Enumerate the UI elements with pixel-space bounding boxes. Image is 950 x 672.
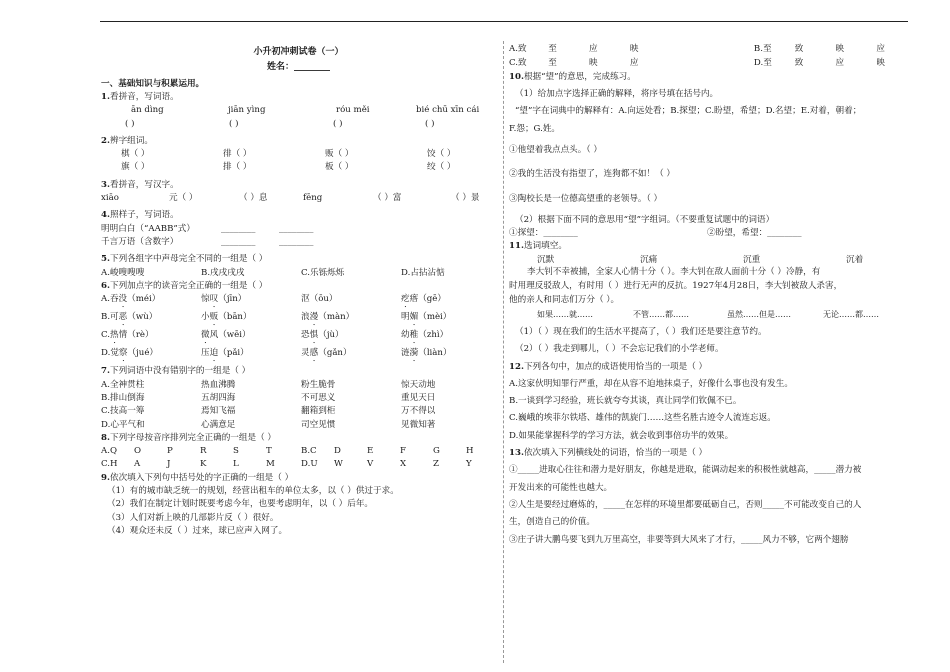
conjunction-choice: 如果……就……: [537, 310, 593, 320]
letter-option: 应: [876, 44, 885, 54]
answer-blank[interactable]: ________: [221, 237, 256, 248]
option-row: [101, 393, 496, 403]
letter-option: 映: [835, 44, 845, 54]
letter-item: B.C: [301, 446, 317, 457]
example-text: 千言万语（含数字）: [101, 237, 179, 248]
question-3: 3.看拼音，写汉字。: [101, 179, 179, 190]
reading-option[interactable]: 微风（wēi）: [201, 330, 251, 341]
word-choice: 沉默: [537, 254, 555, 265]
answer-blank[interactable]: ( ): [425, 118, 435, 129]
pinyin-row: [101, 105, 496, 115]
letter-item: Z: [433, 459, 439, 470]
option-c[interactable]: C.巍峨的埃菲尔铁塔、雄伟的凯旋门……这些名胜古迹令人流连忘返。: [509, 413, 776, 424]
word-option[interactable]: D.心平气和: [101, 419, 145, 430]
sentence-line: 开发出来的可能性也越大。: [509, 482, 613, 493]
letter-option: 映: [876, 58, 885, 69]
reading-option[interactable]: 恐惧（jù）: [301, 330, 344, 341]
word-option[interactable]: A.全神贯柱: [101, 379, 145, 390]
column-divider: [503, 41, 504, 663]
option-d[interactable]: D.如果能掌握科学的学习方法，就会收到事倍功半的效果。: [509, 430, 734, 441]
sentence-item: （4）观众还未反（ ）过来，球已应声入网了。: [107, 526, 288, 537]
option-row: [101, 294, 496, 309]
pinyin-hanzi-row: [101, 193, 496, 203]
letter-item: F: [400, 446, 406, 457]
sentence-line: ③庄子讲大鹏鸟要飞到九万里高空，非要等到大风来了才行，_____风力不够，它两个翅膀: [509, 534, 849, 545]
option-a[interactable]: A.这家伙明知罪行严重，却在从容不迫地抹桌子，好像什么事也没有发生。: [509, 378, 793, 389]
letter-option: 至: [548, 44, 557, 54]
reading-option[interactable]: C.热情（rè）: [101, 330, 154, 341]
letter-option: 应: [835, 58, 845, 69]
word-item: 板（ ）: [325, 162, 354, 173]
word-item: 绞（ ）: [427, 162, 456, 173]
sentence-item: （2）我们在制定计划时既要考虑今年，也要考虑明年，以（ ）后年。: [107, 499, 374, 510]
letter-item: M: [266, 459, 275, 470]
question-5: 5.下列各组字中声母完全不同的一组是（ ）: [101, 254, 268, 265]
letter-item: R: [200, 446, 207, 457]
word-item: 旗（ ）: [121, 162, 150, 173]
letter-item: X: [400, 459, 407, 470]
reading-option[interactable]: A.吞没（méi）: [101, 294, 161, 305]
word-item: 排（ ）: [223, 162, 252, 173]
word-option[interactable]: 司空见惯: [301, 419, 336, 430]
word-row: [101, 162, 496, 172]
paper-title: 小升初冲刺试卷（一）: [253, 47, 344, 57]
question-1: 1.看拼音，写词语。: [101, 91, 179, 102]
word-option[interactable]: 心满意足: [201, 419, 236, 430]
word-option[interactable]: 不可思义: [301, 392, 336, 403]
compose-row: [509, 228, 909, 238]
question-8: 8.下列字母按音序排列完全正确的一组是（ ）: [101, 432, 276, 443]
word-option[interactable]: B.排山倒海: [101, 392, 145, 403]
reading-option[interactable]: 灵感（gǎn）: [301, 348, 352, 359]
word-choice: 沉痛: [640, 254, 658, 265]
question-6: 6.下列加点字的读音完全正确的一组是（ ）: [101, 280, 268, 291]
pinyin-item: fēng: [303, 193, 323, 204]
answer-blank[interactable]: ________: [221, 223, 256, 234]
letter-item: A: [134, 459, 141, 470]
option-row: [101, 446, 496, 456]
passage-line: 李大钊不幸被捕，全家人心情十分（ ）。李大钊在敌人面前十分（ ）冷静，有: [527, 267, 821, 278]
pinyin-4: bié chū xīn cái: [416, 105, 480, 116]
letter-item: T: [266, 446, 272, 457]
option-row: [101, 348, 496, 363]
reading-option[interactable]: B.可恶（wù）: [101, 312, 158, 323]
left-column: [101, 44, 496, 536]
letter-option: 映: [629, 44, 639, 54]
reading-option[interactable]: 明媚（mèi）: [401, 312, 452, 323]
answer-blank[interactable]: ( ): [333, 118, 343, 129]
sentence-item: （2）（ ）我走到哪儿，（ ）不会忘记我们的小学老师。: [515, 344, 724, 355]
word-option[interactable]: 粉生脆骨: [301, 379, 336, 390]
conjunction-choice: 虽然……但是……: [727, 310, 791, 320]
letter-option: 应: [629, 58, 639, 69]
sub-question: （1）给加点字选择正确的解释，将序号填在括号内。: [515, 88, 719, 99]
blank-item: （ ）富: [373, 193, 402, 204]
word-item: 贩（ ）: [325, 149, 354, 160]
word-option[interactable]: 惊天动地: [401, 379, 436, 390]
definition-line: F.怨；G.姓。: [509, 123, 561, 134]
word-option[interactable]: 焉知飞福: [201, 406, 236, 417]
letter-option: 致: [794, 44, 804, 54]
letter-item: A.Q: [101, 446, 117, 457]
question-2: 2.辨字组词。: [101, 135, 153, 146]
answer-blank[interactable]: ( ): [229, 118, 239, 129]
question-10: 10.根据“望”的意思，完成练习。: [509, 71, 636, 82]
reading-option[interactable]: 涟漪（liàn）: [401, 348, 452, 359]
question-9: 9.依次填入下列句中括号处的字正确的一组是（ ）: [101, 472, 294, 483]
option-b[interactable]: B.一谈到学习经验，班长就夸夸其谈，真让同学们钦佩不已。: [509, 396, 742, 407]
section-heading: 一、基础知识与积累运用。: [101, 78, 205, 89]
letter-item: L: [233, 459, 239, 470]
answer-blank[interactable]: ①探望：________: [509, 228, 578, 239]
answer-blank[interactable]: ②盼望，希望：________: [707, 228, 802, 239]
blank-item: （ ）景: [451, 193, 480, 204]
question-13: 13.依次填入下列横线处的词语，恰当的一项是（ ）: [509, 448, 708, 459]
reading-option[interactable]: D.觉察（jué）: [101, 348, 159, 359]
word-choice: 沉重: [743, 254, 761, 265]
option-row: [509, 44, 909, 54]
letter-option: 至: [548, 58, 557, 69]
letter-option[interactable]: D.至: [753, 58, 772, 69]
answer-blank-row: [101, 119, 496, 129]
reading-option[interactable]: 疙瘩（gē）: [401, 294, 446, 305]
word-item: 饺（ ）: [427, 149, 456, 160]
option-b[interactable]: B.戌戌戌戌: [201, 267, 245, 278]
question-7: 7.下列词语中没有错别字的一组是（ ）: [101, 366, 251, 377]
letter-item: D.U: [301, 459, 318, 470]
letter-option[interactable]: B.至: [753, 44, 772, 54]
passage-line: 时用理反驳敌人，有时用（ ）进行无声的反抗。1927年4月28日，李大钊被敌人杀害，: [509, 280, 843, 291]
letter-item: Y: [466, 459, 472, 470]
sentence-item: （1）有的城市缺乏统一的规划，经营出租车的单位太多，以（ ）供过于求。: [107, 486, 399, 497]
option-row: [101, 459, 496, 469]
pinyin-2: jiān yìng: [228, 105, 266, 116]
word-option[interactable]: 热血沸腾: [201, 379, 236, 390]
reading-option[interactable]: 小贩（bān）: [201, 312, 252, 323]
pinyin-item: xiāo: [101, 193, 119, 204]
question-12: 12.下列各句中，加点的成语使用恰当的一项是（ ）: [509, 361, 708, 372]
reading-option[interactable]: 浪漫（màn）: [301, 312, 355, 323]
letter-item: O: [134, 446, 142, 457]
example-row: [101, 224, 496, 234]
option-row: [101, 420, 496, 430]
reading-option[interactable]: 幼稚（zhì）: [401, 330, 449, 341]
sentence-line: ②人生是要经过磨炼的，_____在怎样的环境里都要砥砺自己，否则_____不可能改变自己的人: [509, 500, 862, 511]
word-option[interactable]: 见微知著: [401, 419, 436, 430]
options-row: [101, 268, 496, 278]
letter-item: C.H: [101, 459, 118, 470]
letter-option[interactable]: A.致: [509, 44, 527, 54]
option-row: [101, 380, 496, 390]
pinyin-3: róu měi: [336, 105, 370, 116]
option-d[interactable]: D.占拈沾惦: [401, 267, 445, 278]
conjunction-choices: [509, 310, 909, 320]
letter-item: H: [466, 446, 474, 457]
reading-options: [101, 294, 496, 363]
example-text: 明明白白（“AABB”式）: [101, 223, 195, 234]
answer-blank[interactable]: ( ): [125, 118, 135, 129]
word-option[interactable]: 五胡四海: [201, 392, 236, 403]
letter-options: [101, 446, 496, 470]
definition-line: “望”字在词典中的解释有：A.向远处看；B.探望；C.盼望，希望；D.名望；E.对着，朝着；: [515, 106, 862, 117]
letter-option: 应: [589, 44, 598, 54]
word-option[interactable]: 万不得以: [401, 406, 436, 417]
reading-option[interactable]: 压迫（pǎi）: [201, 348, 249, 359]
letter-item: W: [334, 459, 343, 470]
conjunction-choice: 不管……都……: [633, 310, 689, 320]
letter-item: P: [167, 446, 173, 457]
option-row: [101, 406, 496, 416]
letter-option: 致: [794, 58, 804, 69]
answer-blank[interactable]: ________: [279, 223, 314, 234]
option-row: [101, 330, 496, 345]
right-column: [509, 44, 909, 545]
letter-option[interactable]: C.致: [509, 58, 527, 69]
reading-option[interactable]: 沤（ōu）: [301, 294, 338, 305]
sentence-item: ②我的生活没有指望了，连狗都不如！（ ）: [509, 169, 676, 180]
passage-line: 他的亲人和同志们万分（ ）。: [509, 294, 620, 305]
letter-item: E: [367, 446, 374, 457]
option-c[interactable]: C.乐铄烁烁: [301, 267, 345, 278]
word-option[interactable]: C.技高一筹: [101, 406, 145, 417]
pinyin-1: ān dìng: [131, 105, 164, 116]
question-9-options: [509, 44, 909, 69]
sentence-item: （3）人们对新上映的几部影片反（ ）很好。: [107, 512, 279, 523]
word-options: [101, 380, 496, 430]
letter-item: S: [233, 446, 239, 457]
sentence-item: （1）（ ）现在我们的生活水平提高了，（ ）我们还是要注意节约。: [515, 326, 767, 337]
sentence-item: ③陶校长是一位德高望重的老领导。（ ）: [509, 193, 663, 204]
reading-option[interactable]: 惊叹（jīn）: [201, 294, 247, 305]
answer-blank[interactable]: ________: [279, 237, 314, 248]
letter-item: G: [433, 446, 440, 457]
letter-item: V: [367, 459, 374, 470]
option-row: [101, 312, 496, 327]
letter-item: J: [167, 459, 171, 470]
conjunction-choice: 无论……都……: [823, 310, 879, 320]
sentence-line: ①_____进取心往往和潜力是好朋友，你越是进取，能调动起来的积极性就越高，_____潜力被: [509, 465, 862, 476]
blank-item: （ ）息: [239, 193, 268, 204]
name-field[interactable]: 姓名：________: [266, 61, 330, 72]
option-row: [509, 58, 909, 68]
question-11: 11.选词填空。: [509, 241, 567, 252]
example-row: [101, 237, 496, 247]
question-4: 4.照样子，写词语。: [101, 210, 179, 221]
sub-question: （2）根据下面不同的意思用“望”字组词。（不要重复试题中的词语）: [515, 214, 775, 225]
top-rule: [100, 21, 908, 22]
blank-item: 元（ ）: [169, 193, 198, 204]
word-option[interactable]: 重见天日: [401, 392, 436, 403]
letter-item: K: [200, 459, 207, 470]
word-row: [101, 149, 496, 159]
word-item: 徘（ ）: [223, 149, 252, 160]
sentence-item: ①他望着我点点头。（ ）: [509, 144, 602, 155]
letter-item: D: [334, 446, 341, 457]
sentence-line: 生，创造自己的价值。: [509, 517, 595, 528]
letter-option: 映: [589, 58, 598, 69]
word-choices: [509, 255, 909, 265]
word-choice: 沉着: [846, 254, 864, 265]
word-option[interactable]: 翻箱到柜: [301, 406, 336, 417]
word-item: 棋（ ）: [121, 149, 150, 160]
option-a[interactable]: A.峻嗖嗖嗖: [101, 267, 145, 278]
